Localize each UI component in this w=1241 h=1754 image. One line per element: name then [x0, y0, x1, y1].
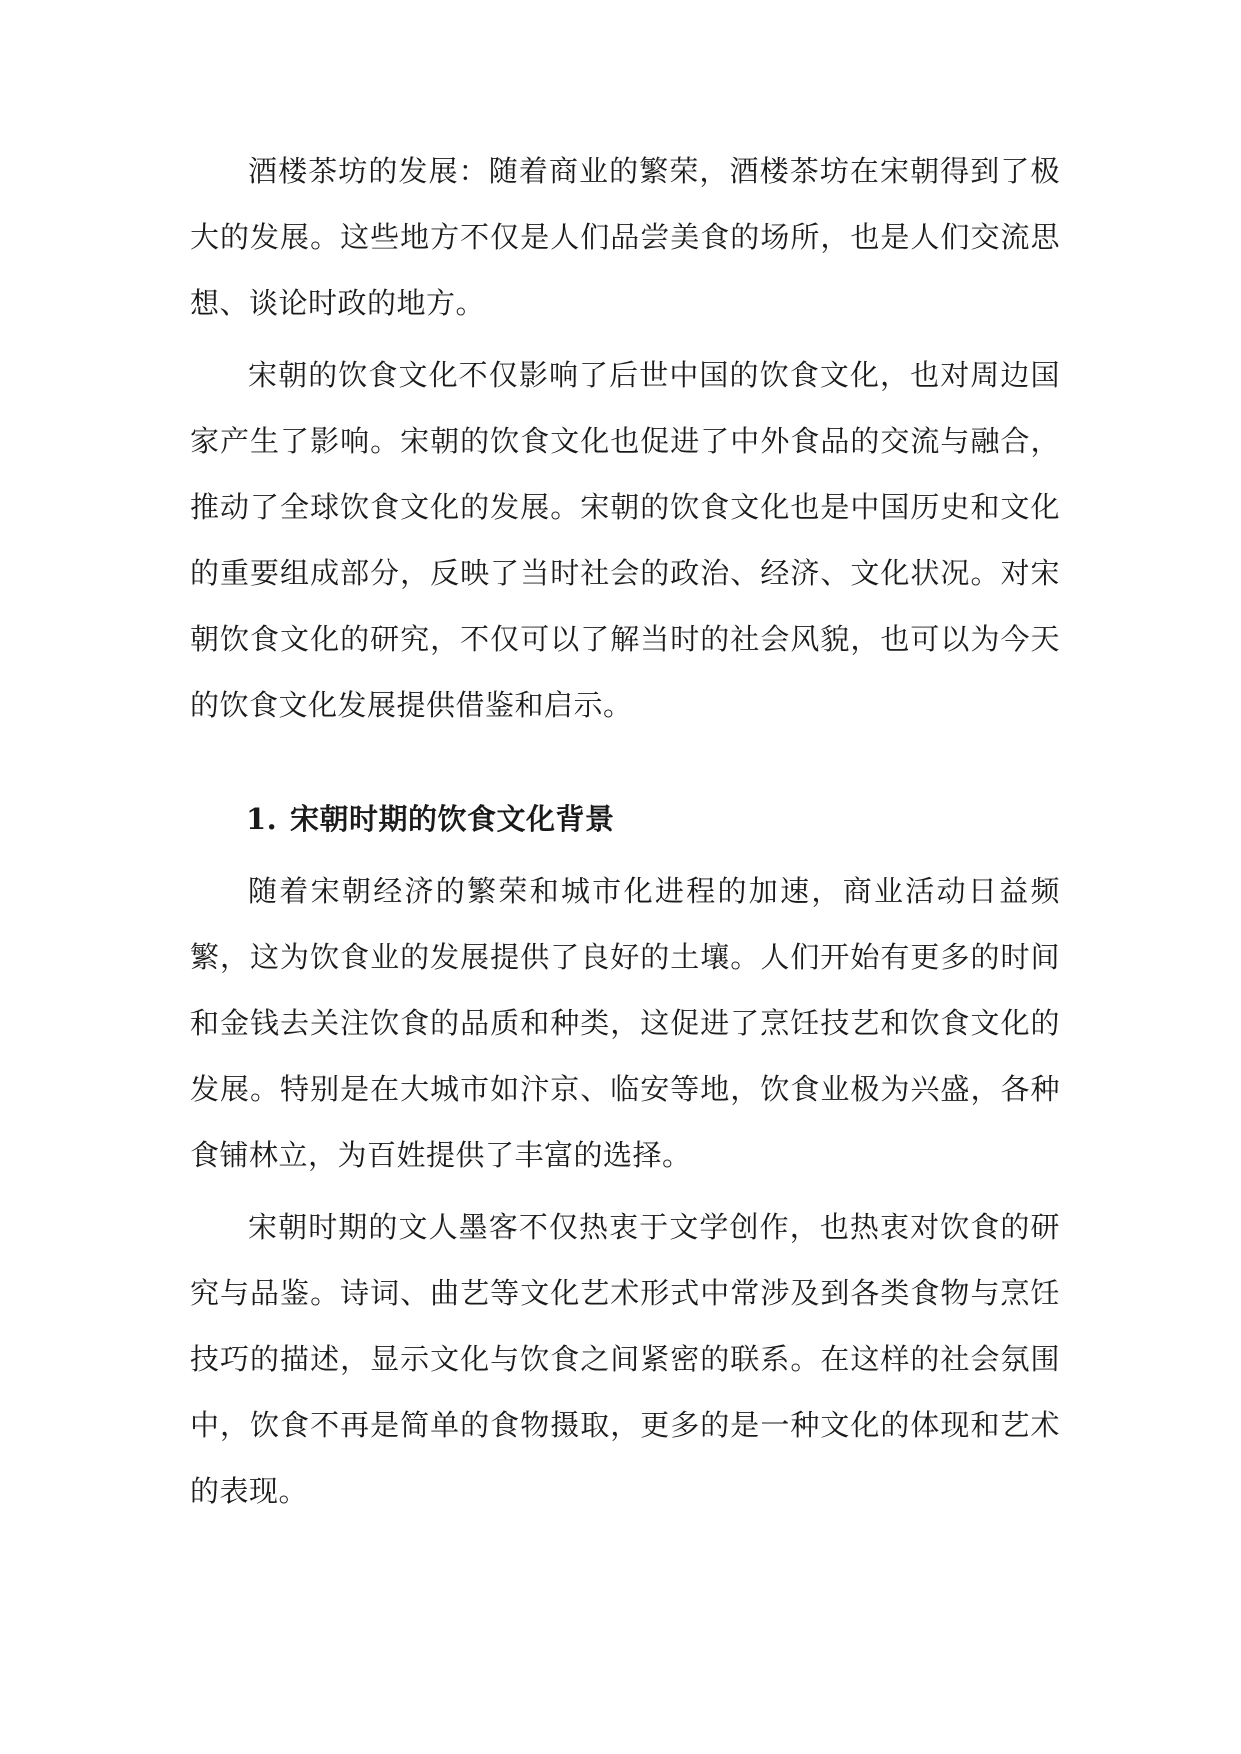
- paragraph-literati-food: 宋朝时期的文人墨客不仅热衷于文学创作，也热衷对饮食的研究与品鉴。诗词、曲艺等文化艺术形式中常涉及到各类食物与烹饪技巧的描述，显示文化与饮食之间紧密的联系。在这样的社会氛围中，饮食不再是简单的食物摄取，更多的是一种文化的体现和艺术的表现。: [190, 1210, 1060, 1508]
- paragraph-economy-background: 随着宋朝经济的繁荣和城市化进程的加速，商业活动日益频繁，这为饮食业的发展提供了良好的土壤。人们开始有更多的时间和金钱去关注饮食的品质和种类，这促进了烹饪技艺和饮食文化的发展。特别是在大城市如汴京、临安等地，饮食业极为兴盛，各种食铺林立，为百姓提供了丰富的选择。: [190, 874, 1060, 1172]
- section-heading: [190, 786, 1060, 852]
- document-body: [190, 138, 1060, 1524]
- paragraph-song-food-culture-influence: 宋朝的饮食文化不仅影响了后世中国的饮食文化，也对周边国家产生了影响。宋朝的饮食文化也促进了中外食品的交流与融合，推动了全球饮食文化的发展。宋朝的饮食文化也是中国历史和文化的重要组成部分，反映了当时社会的政治、经济、文化状况。对宋朝饮食文化的研究，不仅可以了解当时的社会风貌，也可以为今天的饮食文化发展提供借鉴和启示。: [190, 358, 1060, 722]
- section-number: 1.: [246, 802, 278, 836]
- section-title: 宋朝时期的饮食文化背景: [290, 802, 615, 836]
- paragraph-teahouse-development: 酒楼茶坊的发展：随着商业的繁荣，酒楼茶坊在宋朝得到了极大的发展。这些地方不仅是人们品尝美食的场所，也是人们交流思想、谈论时政的地方。: [190, 154, 1060, 320]
